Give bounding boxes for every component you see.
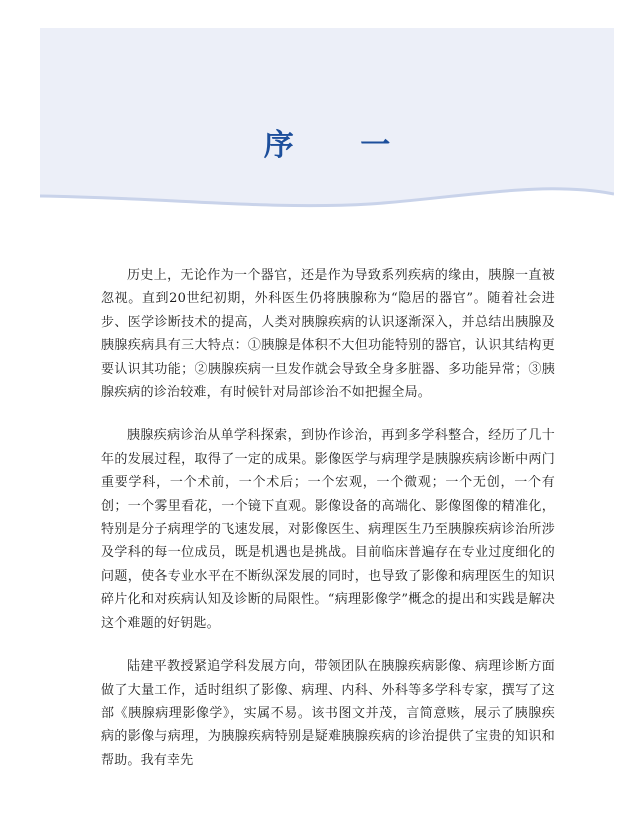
page-title: 序 一	[263, 128, 419, 163]
paragraph-1: 历史上，无论作为一个器官，还是作为导致系列疾病的缘由，胰腺一直被忽视。直到20世纪初期，外科医生仍将胰腺称为“隐居的器官”。随着社会进步、医学诊断技术的提高，人类对胰腺疾病的认识逐渐深入，并总结出胰腺及胰腺疾病具有三大特点：①胰腺是体积不大但功能特别的器官，认识其结构更要认识其功能；②胰腺疾病一旦发作就会导致全身多脏器、多功能异常；③胰腺疾病的诊治较难，有时候针对局部诊治不如把握全局。	[101, 268, 555, 401]
preface-body	[101, 264, 555, 792]
paragraph-3: 陆建平教授紧追学科发展方向，带领团队在胰腺疾病影像、病理诊断方面做了大量工作，适时组织了影像、病理、内科、外科等多学科专家，撰写了这部《胰腺病理影像学》，实属不易。该书图文并茂，言简意赅，展示了胰腺疾病的影像与病理，为胰腺疾病特别是疑难胰腺疾病的诊治提供了宝贵的知识和帮助。我有幸先	[101, 659, 555, 768]
banner-background	[40, 28, 614, 214]
paragraph-2: 胰腺疾病诊治从单学科探索，到协作诊治，再到多学科整合，经历了几十年的发展过程，取得了一定的成果。影像医学与病理学是胰腺疾病诊断中两门重要学科，一个术前，一个术后；一个宏观，一个微观；一个无创，一个有创；一个雾里看花，一个镜下直观。影像设备的高端化、影像图像的精准化，特别是分子病理学的飞速发展，对影像医生、病理医生乃至胰腺疾病诊治所涉及学科的每一位成员，既是机遇也是挑战。目前临床普遍存在专业过度细化的问题，使各专业水平在不断纵深发展的同时，也导致了影像和病理医生的知识碎片化和对疾病认知及诊断的局限性。“病理影像学”概念的提出和实践是解决这个难题的好钥匙。	[101, 428, 555, 631]
header-banner	[40, 28, 614, 214]
